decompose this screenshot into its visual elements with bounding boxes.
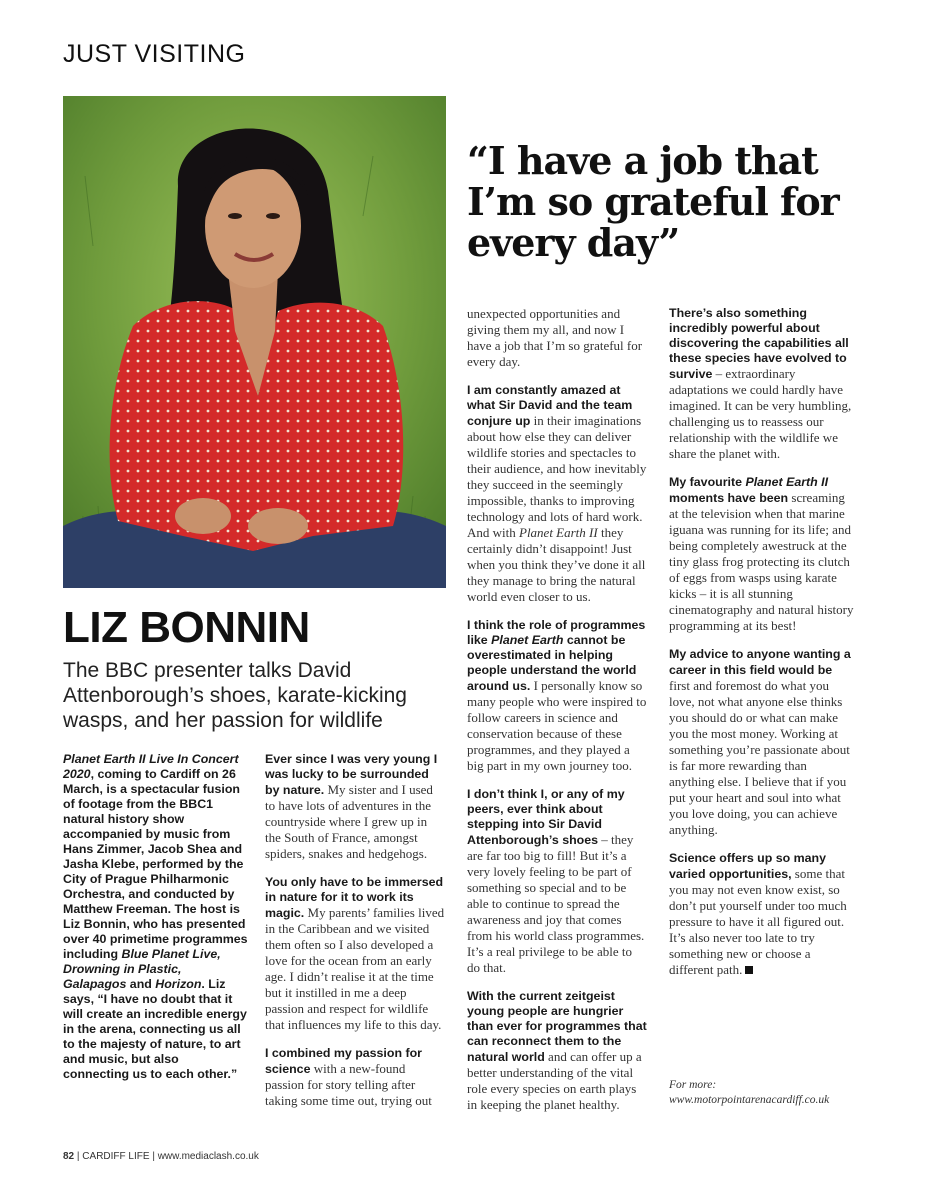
paragraph (669, 306, 855, 462)
paragraph-body: and can offer up a better understanding of the vital role every species on earth plays in keeping the planet healthy. (467, 1049, 642, 1112)
headline-name: LIZ BONNIN (63, 603, 310, 652)
standfirst: The BBC presenter talks David Attenborough’s shoes, karate-kicking wasps, and her passion for wildlife (63, 659, 407, 732)
for-more-label: For more: (669, 1079, 717, 1091)
paragraph (669, 475, 855, 634)
paragraph-lead: My favourite (669, 475, 746, 489)
for-more-url[interactable]: www.motorpointarenacardiff.co.uk (669, 1094, 830, 1106)
intro-quote: . Liz says, “I have no doubt that it will create an incredible energy in the arena, connecting us all to the majesty of nature, to art and music, but also connecting us to each other.” (63, 977, 247, 1081)
paragraph-lead: I am constantly amazed at what Sir David and the team conjure up (467, 383, 633, 428)
paragraph-lead-italic: Planet Earth (491, 633, 564, 647)
paragraph-body: I personally know so many people who were inspired to follow careers in science and conservation because of these programmes, and they played a big part in my own journey too. (467, 678, 647, 773)
paragraph-lead: cannot be overestimated in helping people understand the world around us. (467, 633, 637, 693)
paragraph-body: first and foremost do what you love, not what anyone else thinks you should do or what can make you the most money. Working at something you’re passionate about is far more rewarding than anything else. I believe that if you put your heart and soul into what you love doing, you can achieve anything. (669, 678, 850, 837)
intro-paragraph (63, 752, 248, 1082)
intro-and: and (126, 977, 156, 991)
paragraph-italic: Planet Earth II (519, 525, 598, 540)
intro-shows: Blue Planet Live, Drowning in Plastic, Galapagos (63, 947, 221, 991)
paragraph-body: – they are far too big to fill! But it’s a very lovely feeling to be part of something so special and to be able to continue to spread the awareness and joy that comes from his world class programmes. It’s a real privilege to be able to do that. (467, 832, 645, 975)
intro-title: Planet Earth II Live In Concert 2020 (63, 752, 239, 781)
paragraph (467, 787, 647, 976)
page-footer (63, 1151, 259, 1162)
paragraph-body: they certainly didn’t disappoint! Just when you think they’ve done it all they manage to bring the natural world even closer to us. (467, 525, 646, 604)
footer-url[interactable]: www.mediaclash.co.uk (157, 1151, 259, 1162)
end-mark-icon (745, 966, 753, 974)
paragraph (265, 752, 445, 862)
paragraph-lead: I think the role of programmes like (467, 618, 646, 647)
paragraph-body: – extraordinary adaptations we could hardly have imagined. It can be very humbling, challenging us to reassess our relationship with the wildlife we share the planet with. (669, 366, 852, 461)
paragraph-lead: Science offers up so many varied opportunities, (669, 851, 827, 881)
paragraph-body: My parents’ families lived in the Caribbean and we visited them often so I also developed a love for the ocean from an early age. I didn’t realise it at the time but it instilled in me a deep passion and respect for wildlife that influences my life to this day. (265, 905, 445, 1032)
paragraph (467, 383, 647, 605)
magazine-name: CARDIFF LIFE (82, 1151, 150, 1162)
paragraph-lead-italic: Planet Earth II (745, 475, 829, 489)
paragraph (669, 647, 855, 838)
paragraph-lead: There’s also something incredibly powerful about discovering the capabilities all these species have evolved to survive (669, 306, 849, 381)
intro-column (63, 752, 248, 1095)
paragraph (467, 989, 647, 1113)
paragraph-lead: You only have to be immersed in nature for it to work its magic. (265, 875, 444, 920)
paragraph-lead: I don’t think I, or any of my peers, ever think about stepping into Sir David Attenborough’s shoes (467, 787, 625, 847)
portrait-photo (63, 96, 446, 588)
paragraph-body: in their imaginations about how else they can deliver wildlife stories and spectacles to their audience, and how inevitably they succeed in the seemingly impossible, thanks to improving technology and lots of hard work. And with (467, 413, 647, 540)
paragraph-lead: With the current zeitgeist young people are hungrier than ever for programmes that can reconnect them to the natural world (467, 989, 647, 1064)
paragraph-lead: Ever since I was very young I was lucky to be surrounded by nature. (265, 752, 438, 797)
paragraph-lead: I combined my passion for science (265, 1046, 422, 1076)
body-column-4 (669, 306, 855, 991)
paragraph-body: My sister and I used to have lots of adventures in the countryside where I grew up in the South of France, amongst spiders, snakes and hedgehogs. (265, 782, 433, 861)
intro-horizon: Horizon (155, 977, 202, 991)
paragraph (467, 618, 647, 774)
paragraph-body: with a new-found passion for story telling after taking some time out, trying out (265, 1061, 432, 1108)
paragraph-body: unexpected opportunities and giving them my all, and now I have a job that I’m so grateful for every day. (467, 306, 643, 369)
body-column-2 (265, 752, 445, 1122)
paragraph (669, 851, 855, 978)
page-number: 82 (63, 1151, 75, 1162)
paragraph (467, 306, 647, 370)
paragraph-lead: My advice to anyone wanting a career in this field would be (669, 647, 851, 677)
for-more-info (669, 1078, 829, 1108)
paragraph (265, 875, 445, 1033)
pull-quote: “I have a job that I’m so grateful for every day” (467, 138, 839, 265)
paragraph-lead: moments have been (669, 491, 789, 505)
intro-text: , coming to Cardiff on 26 March, is a spectacular fusion of footage from the BBC1 natural history show accompanied by music from Hans Zimmer, Jacob Shea and Jasha Klebe, performed by the City of Prague Philharmonic Orchestra, and conducted by Matthew Freeman. The host is Liz Bonnin, who has presented over 40 primetime programmes including (63, 767, 248, 961)
paragraph-body: screaming at the television when that marine iguana was running for its life; and being completely awestruck at the tiny glass frog protecting its clutch of eggs from wasps using karate kicks – it is all stunning cinematography and natural history programming at its best! (669, 490, 854, 633)
body-column-3 (467, 306, 647, 1126)
footer-separator: | (152, 1151, 155, 1162)
footer-separator: | (76, 1151, 80, 1162)
paragraph-body: some that you may not even know exist, so don’t put yourself under too much pressure to have it all figured out. It’s also never too late to try something new or choose a different path. (669, 866, 847, 977)
section-label: JUST VISITING (63, 40, 246, 68)
paragraph (265, 1046, 445, 1109)
